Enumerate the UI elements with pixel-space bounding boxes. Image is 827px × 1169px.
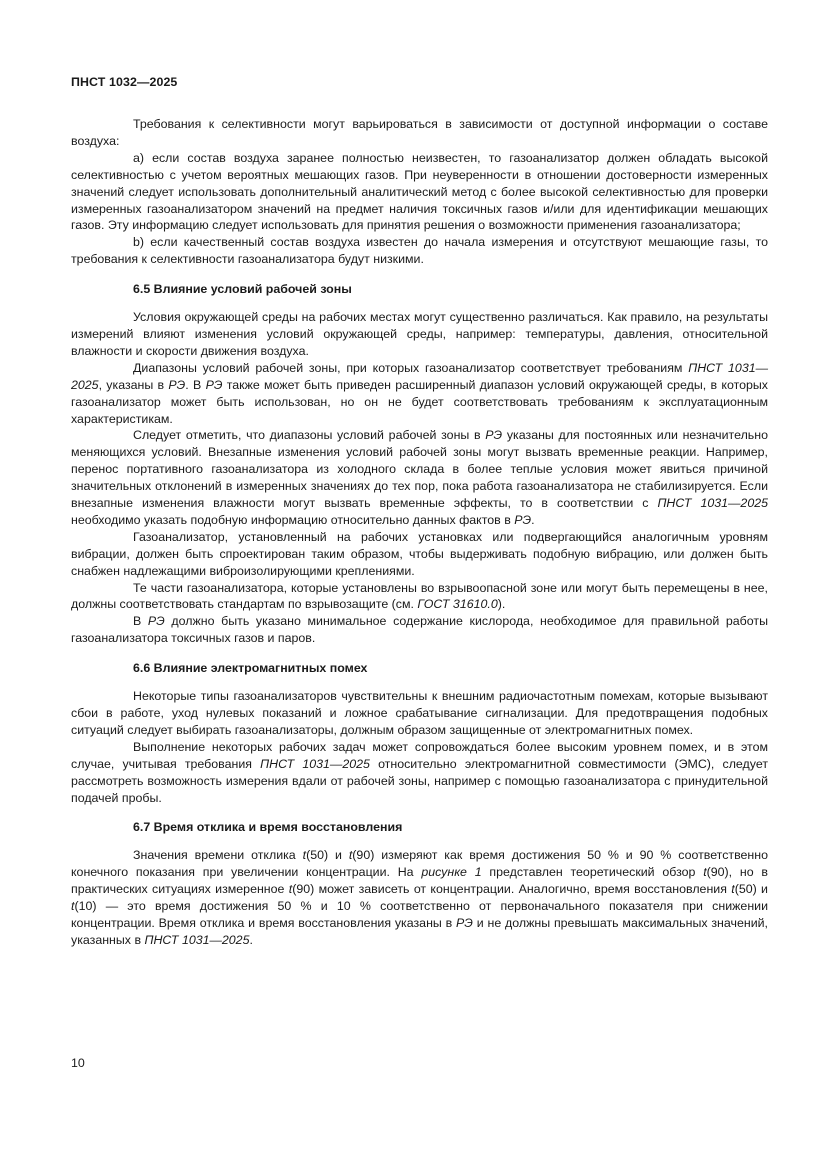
- document-body: [71, 116, 768, 949]
- section-6-5-paragraph-5: Те части газоанализатора, которые установлены во взрывоопасной зоне или могут быть перемещены в нее, должны соответствовать стандартам по взрывозащите (см. ГОСТ 31610.0).: [71, 580, 768, 612]
- section-6-5-paragraph-1: Условия окружающей среды на рабочих местах могут существенно различаться. Как правило, на результаты измерений влияют изменения условий окружающей среды, например: температуры, давления, относительной влажности и скорости движения воздуха.: [71, 310, 768, 358]
- section-6-5-heading: 6.5 Влияние условий рабочей зоны: [133, 282, 352, 297]
- section-6-5-paragraph-4: Газоанализатор, установленный на рабочих установках или подвергающийся аналогичным уровням вибрации, должен быть спроектирован таким образом, чтобы выдерживать подобную вибрацию, или должен быть снабжен надлежащими виброизолирующими креплениями.: [71, 529, 768, 578]
- ref-gost: ГОСТ 31610.0: [417, 597, 498, 612]
- ref-pnst: ПНСТ 1031—2025: [144, 932, 250, 947]
- ref-figure: рисунке 1: [421, 865, 482, 880]
- section-6-7-paragraph-1: Значения времени отклика t(50) и t(90) измеряют как время достижения 50 % и 90 % соответственно конечного показания при увеличении концентрации. На рисунке 1 представлен теоретический обзор t(90), но в практических ситуациях измеренное t(90) может зависеть от концентрации. Аналогично, время восстановления t(50) и t(10) — это время достижения 50 % и 10 % соответственно от первоначального показателя при снижении концентрации. Время отклика и время восстановления указаны в РЭ и не должны превышать максимальных значений, указанных в ПНСТ 1031—2025.: [71, 848, 768, 947]
- section-6-6-paragraph-2: Выполнение некоторых рабочих задач может сопровождаться более высоким уровнем помех, и в этом случае, учитывая требования ПНСТ 1031—2025 относительно электромагнитной совместимости (ЭМС), следует рассмотреть возможность измерения вдали от рабочей зоны, например с помощью газоанализатора с принудительной подачей пробы.: [71, 739, 768, 805]
- section-6-5-paragraph-6: В РЭ должно быть указано минимальное содержание кислорода, необходимое для правильной работы газоанализатора токсичных газов и паров.: [71, 614, 768, 646]
- document-header: ПНСТ 1032—2025: [71, 75, 178, 89]
- ref-pnst: ПНСТ 1031—2025: [657, 496, 768, 511]
- ref-re: РЭ: [514, 512, 532, 527]
- intro-paragraph-1: Требования к селективности могут варьироваться в зависимости от доступной информации о составе воздуха:: [71, 117, 768, 148]
- section-6-5-paragraph-3: Следует отметить, что диапазоны условий рабочей зоны в РЭ указаны для постоянных или незначительно меняющихся условий. Внезапные изменения условий рабочей зоны могут вызвать временные реакции. Например, перенос портативного газоанализатора из холодного склада в более теплые условия может явиться причиной значительных отклонений в измеренных значениях до тех пор, пока работа газоанализатора не стабилизируется. Если внезапные изменения влажности могут вызвать временные эффекты, то в соответствии с ПНСТ 1031—2025 необходимо указать подобную информацию относительно данных фактов в РЭ.: [71, 428, 768, 527]
- ref-re: РЭ: [205, 377, 223, 392]
- ref-pnst: ПНСТ 1031—2025: [71, 360, 768, 392]
- section-6-7-heading: 6.7 Время отклика и время восстановления: [133, 820, 403, 835]
- ref-re: РЭ: [485, 428, 503, 443]
- ref-re: РЭ: [147, 614, 165, 629]
- intro-list-item-a: а) если состав воздуха заранее полностью неизвестен, то газоанализатор должен обладать высокой селективностью с учетом вероятных мешающих газов. При неуверенности в отношении достоверности измеренных значений следует использовать дополнительный аналитический метод с более высокой селективностью для проверки измеренных газоанализатором значений на предмет наличия токсичных газов и/или для идентификации мешающих газов. Эту информацию следует использовать для принятия решения о возможности применения газоанализатора;: [71, 150, 768, 233]
- section-6-6-heading: 6.6 Влияние электромагнитных помех: [133, 661, 368, 676]
- ref-re: РЭ: [168, 377, 186, 392]
- ref-re: РЭ: [456, 915, 473, 930]
- page-number: 10: [71, 1056, 85, 1070]
- ref-pnst: ПНСТ 1031—2025: [260, 756, 370, 771]
- section-6-5-paragraph-2: Диапазоны условий рабочей зоны, при которых газоанализатор соответствует требованиям ПНСТ 1031—2025, указаны в РЭ. В РЭ также может быть приведен расширенный диапазон условий окружающей среды, в которых газоанализатор может быть использован, но он не будет соответствовать требованиям к эксплуатационным характеристикам.: [71, 360, 768, 426]
- section-6-6-paragraph-1: Некоторые типы газоанализаторов чувствительны к внешним радиочастотным помехам, которые вызывают сбои в работе, уход нулевых показаний и ложное срабатывание сигнализации. Для предотвращения подобных ситуаций следует выбирать газоанализаторы, должным образом защищенные от электромагнитных помех.: [71, 689, 768, 737]
- intro-list-item-b: b) если качественный состав воздуха известен до начала измерения и отсутствуют мешающие газы, то требования к селективности газоанализатора будут низкими.: [71, 235, 768, 267]
